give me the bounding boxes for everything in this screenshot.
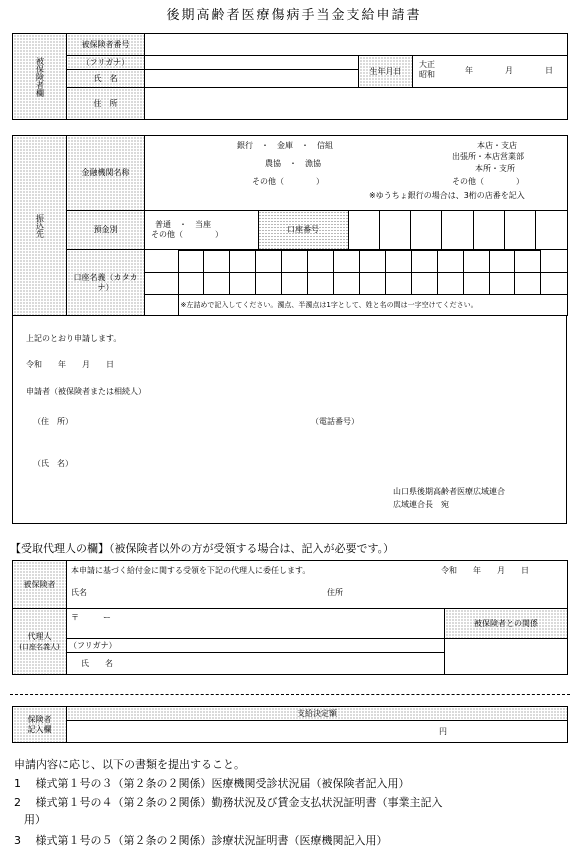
account-name-label: 口座名義（カタカナ） xyxy=(67,250,145,316)
birth-date-field[interactable] xyxy=(413,56,568,88)
insured-number-field[interactable] xyxy=(145,34,568,56)
application-date[interactable]: 令和 年 月 日 xyxy=(26,360,114,369)
account-name-box[interactable] xyxy=(145,273,178,295)
era-showa: 昭和 xyxy=(419,69,435,79)
insured-table xyxy=(12,33,568,120)
branch-other: その他（ ） xyxy=(452,176,524,186)
proxy-insured-address-label: 住所 xyxy=(327,588,343,598)
account-number-label: 口座番号 xyxy=(258,211,348,249)
branch-types-1: 本店・支店 xyxy=(477,140,517,150)
account-name-box[interactable] xyxy=(334,273,360,295)
era-taisho: 大正 xyxy=(419,59,435,69)
deposit-types: 普通 ・ 当座 xyxy=(155,220,211,229)
account-name-box[interactable] xyxy=(308,251,334,273)
separator-dashed-line xyxy=(10,694,570,695)
documents-intro: 申請内容に応じ、以下の書類を提出すること。 xyxy=(14,758,245,771)
proxy-address-field[interactable] xyxy=(67,609,445,639)
insured-number-label: 被保険者番号 xyxy=(67,34,145,56)
insured-address-field[interactable] xyxy=(145,88,568,120)
payment-amount-field[interactable] xyxy=(67,721,568,743)
account-name-box[interactable] xyxy=(334,251,360,273)
yen-unit: 円 xyxy=(439,726,447,736)
applicant-label: 申請者（被保険者または相続人） xyxy=(26,387,146,396)
account-digit-3[interactable] xyxy=(411,211,442,249)
insurer-table xyxy=(12,706,568,743)
birth-date-label: 生年月日 xyxy=(359,56,413,88)
document-title: 後期高齢者医療傷病手当金支給申請書 xyxy=(166,8,422,23)
account-name-box[interactable] xyxy=(145,295,178,315)
account-name-box[interactable] xyxy=(411,251,437,273)
proxy-sub-label: (口座名義人) xyxy=(19,642,60,651)
proxy-insured-name-address-cell[interactable] xyxy=(67,583,568,609)
document-item-1: 1 様式第１号の３（第２条の２関係）医療機関受診状況届（被保険者記入用） xyxy=(14,777,410,790)
account-name-box[interactable] xyxy=(178,251,204,273)
account-name-box[interactable] xyxy=(515,273,541,295)
account-name-box[interactable] xyxy=(282,251,308,273)
transfer-section-label: 振込先 xyxy=(35,213,45,238)
proxy-insured-label: 被保険者 xyxy=(13,561,67,609)
account-name-box[interactable] xyxy=(463,273,489,295)
delegation-date[interactable]: 令和 年 月 日 xyxy=(441,565,529,575)
proxy-name-label: 氏 名 xyxy=(81,658,113,668)
deposit-type-field[interactable] xyxy=(145,211,258,249)
account-digit-6[interactable] xyxy=(504,211,535,249)
account-name-grid xyxy=(145,250,567,315)
applicant-address-label: （住 所） xyxy=(33,417,73,426)
account-name-box[interactable] xyxy=(178,273,204,295)
bank-name-field[interactable] xyxy=(145,136,568,211)
insured-section-label: 被保険者欄 xyxy=(35,56,45,97)
bank-name-label: 金融機関名称 xyxy=(67,136,145,211)
bank-types-1: 銀行 ・ 金庫 ・ 信組 xyxy=(237,140,333,150)
bank-other: その他（ ） xyxy=(252,176,324,186)
relation-field[interactable] xyxy=(445,639,568,675)
proxy-name-field[interactable] xyxy=(67,653,445,675)
delegation-cell xyxy=(67,561,568,583)
account-name-box[interactable] xyxy=(411,273,437,295)
account-name-box[interactable] xyxy=(463,251,489,273)
account-digit-5[interactable] xyxy=(473,211,504,249)
proxy-heading: 【受取代理人の欄】（被保険者以外の方が受領する場合は、記入が必要です。） xyxy=(10,542,395,555)
application-box xyxy=(12,315,567,524)
account-name-box[interactable] xyxy=(385,251,411,273)
insurer-label-1: 保険者 xyxy=(27,714,52,724)
account-digit-4[interactable] xyxy=(442,211,473,249)
applicant-phone-label: （電話番号） xyxy=(311,417,359,426)
proxy-furigana-field[interactable] xyxy=(67,639,445,653)
insured-address-label: 住 所 xyxy=(67,88,145,120)
birth-year-unit: 年 xyxy=(465,65,473,75)
proxy-postal: 〒 ー xyxy=(71,613,111,622)
account-name-grid-cell xyxy=(145,250,568,316)
proxy-furigana-label: （フリガナ） xyxy=(69,640,117,650)
account-name-box[interactable] xyxy=(541,251,567,273)
branch-types-3: 本所・支所 xyxy=(475,163,515,173)
account-digit-1[interactable] xyxy=(348,211,379,249)
relation-label: 被保険者との関係 xyxy=(445,609,568,639)
account-name-box[interactable] xyxy=(489,273,515,295)
insured-furigana-field[interactable] xyxy=(145,56,359,70)
proxy-insured-name-label: 氏名 xyxy=(71,588,87,598)
delegation-text: 本申請に基づく給付金に関する受領を下記の代理人に委任します。 xyxy=(71,565,311,575)
document-item-3: 3 様式第１号の５（第２条の２関係）診療状況証明書（医療機関記入用） xyxy=(14,834,388,847)
deposit-type-label: 預金別 xyxy=(67,211,145,250)
account-name-box[interactable] xyxy=(308,273,334,295)
account-name-box[interactable] xyxy=(437,251,463,273)
account-digit-7[interactable] xyxy=(536,211,567,249)
insurer-label-2: 記入欄 xyxy=(27,724,52,734)
account-name-box[interactable] xyxy=(489,251,515,273)
account-name-box[interactable] xyxy=(230,251,256,273)
account-name-box[interactable] xyxy=(230,273,256,295)
proxy-table xyxy=(12,560,568,675)
addressee-line-2: 広域連合長 宛 xyxy=(393,500,449,509)
deposit-other: その他（ ） xyxy=(151,230,223,239)
account-name-box[interactable] xyxy=(256,273,282,295)
account-name-box[interactable] xyxy=(204,273,230,295)
account-name-box[interactable] xyxy=(359,251,385,273)
proxy-label-cell xyxy=(13,609,67,675)
account-name-note: ※左詰めで記入してください。濁点、半濁点は1字として、姓と名の間は一字空けてください。 xyxy=(178,295,567,315)
birth-month-unit: 月 xyxy=(505,65,513,75)
account-name-box[interactable] xyxy=(359,273,385,295)
bank-types-2: 農協 ・ 漁協 xyxy=(265,158,321,168)
account-name-box[interactable] xyxy=(385,273,411,295)
insured-name-field[interactable] xyxy=(145,70,359,88)
insured-name-label: 氏 名 xyxy=(67,70,145,88)
payment-amount-label: 支給決定額 xyxy=(67,707,568,721)
account-name-box[interactable] xyxy=(437,273,463,295)
deposit-and-account-cell xyxy=(145,211,568,250)
birth-day-unit: 日 xyxy=(545,65,553,75)
insurer-label-cell xyxy=(13,707,67,743)
addressee-line-1: 山口県後期高齢者医療広域連合 xyxy=(393,487,505,496)
application-statement: 上記のとおり申請します。 xyxy=(26,334,122,343)
account-name-box[interactable] xyxy=(204,251,230,273)
transfer-table xyxy=(12,135,568,316)
applicant-name-label: （氏 名） xyxy=(33,459,73,468)
account-name-box[interactable] xyxy=(282,273,308,295)
account-name-box[interactable] xyxy=(515,251,541,273)
account-name-box[interactable] xyxy=(541,273,567,295)
yucho-note: ※ゆうちょ銀行の場合は、3桁の店番を記入 xyxy=(369,190,525,200)
document-item-2: 2 様式第１号の４（第２条の２関係）勤務状況及び賃金支払状況証明書（事業主記入 xyxy=(14,796,443,809)
account-name-box[interactable] xyxy=(256,251,282,273)
account-digit-2[interactable] xyxy=(379,211,410,249)
account-name-box[interactable] xyxy=(145,251,178,273)
transfer-section-label-cell xyxy=(13,136,67,316)
document-item-2-cont: 用） xyxy=(24,813,46,826)
proxy-label: 代理人 xyxy=(27,631,52,641)
branch-types-2: 出張所・本店営業部 xyxy=(452,151,524,161)
insured-furigana-label: （フリガナ） xyxy=(67,56,145,70)
insured-section-label-cell xyxy=(13,34,67,120)
